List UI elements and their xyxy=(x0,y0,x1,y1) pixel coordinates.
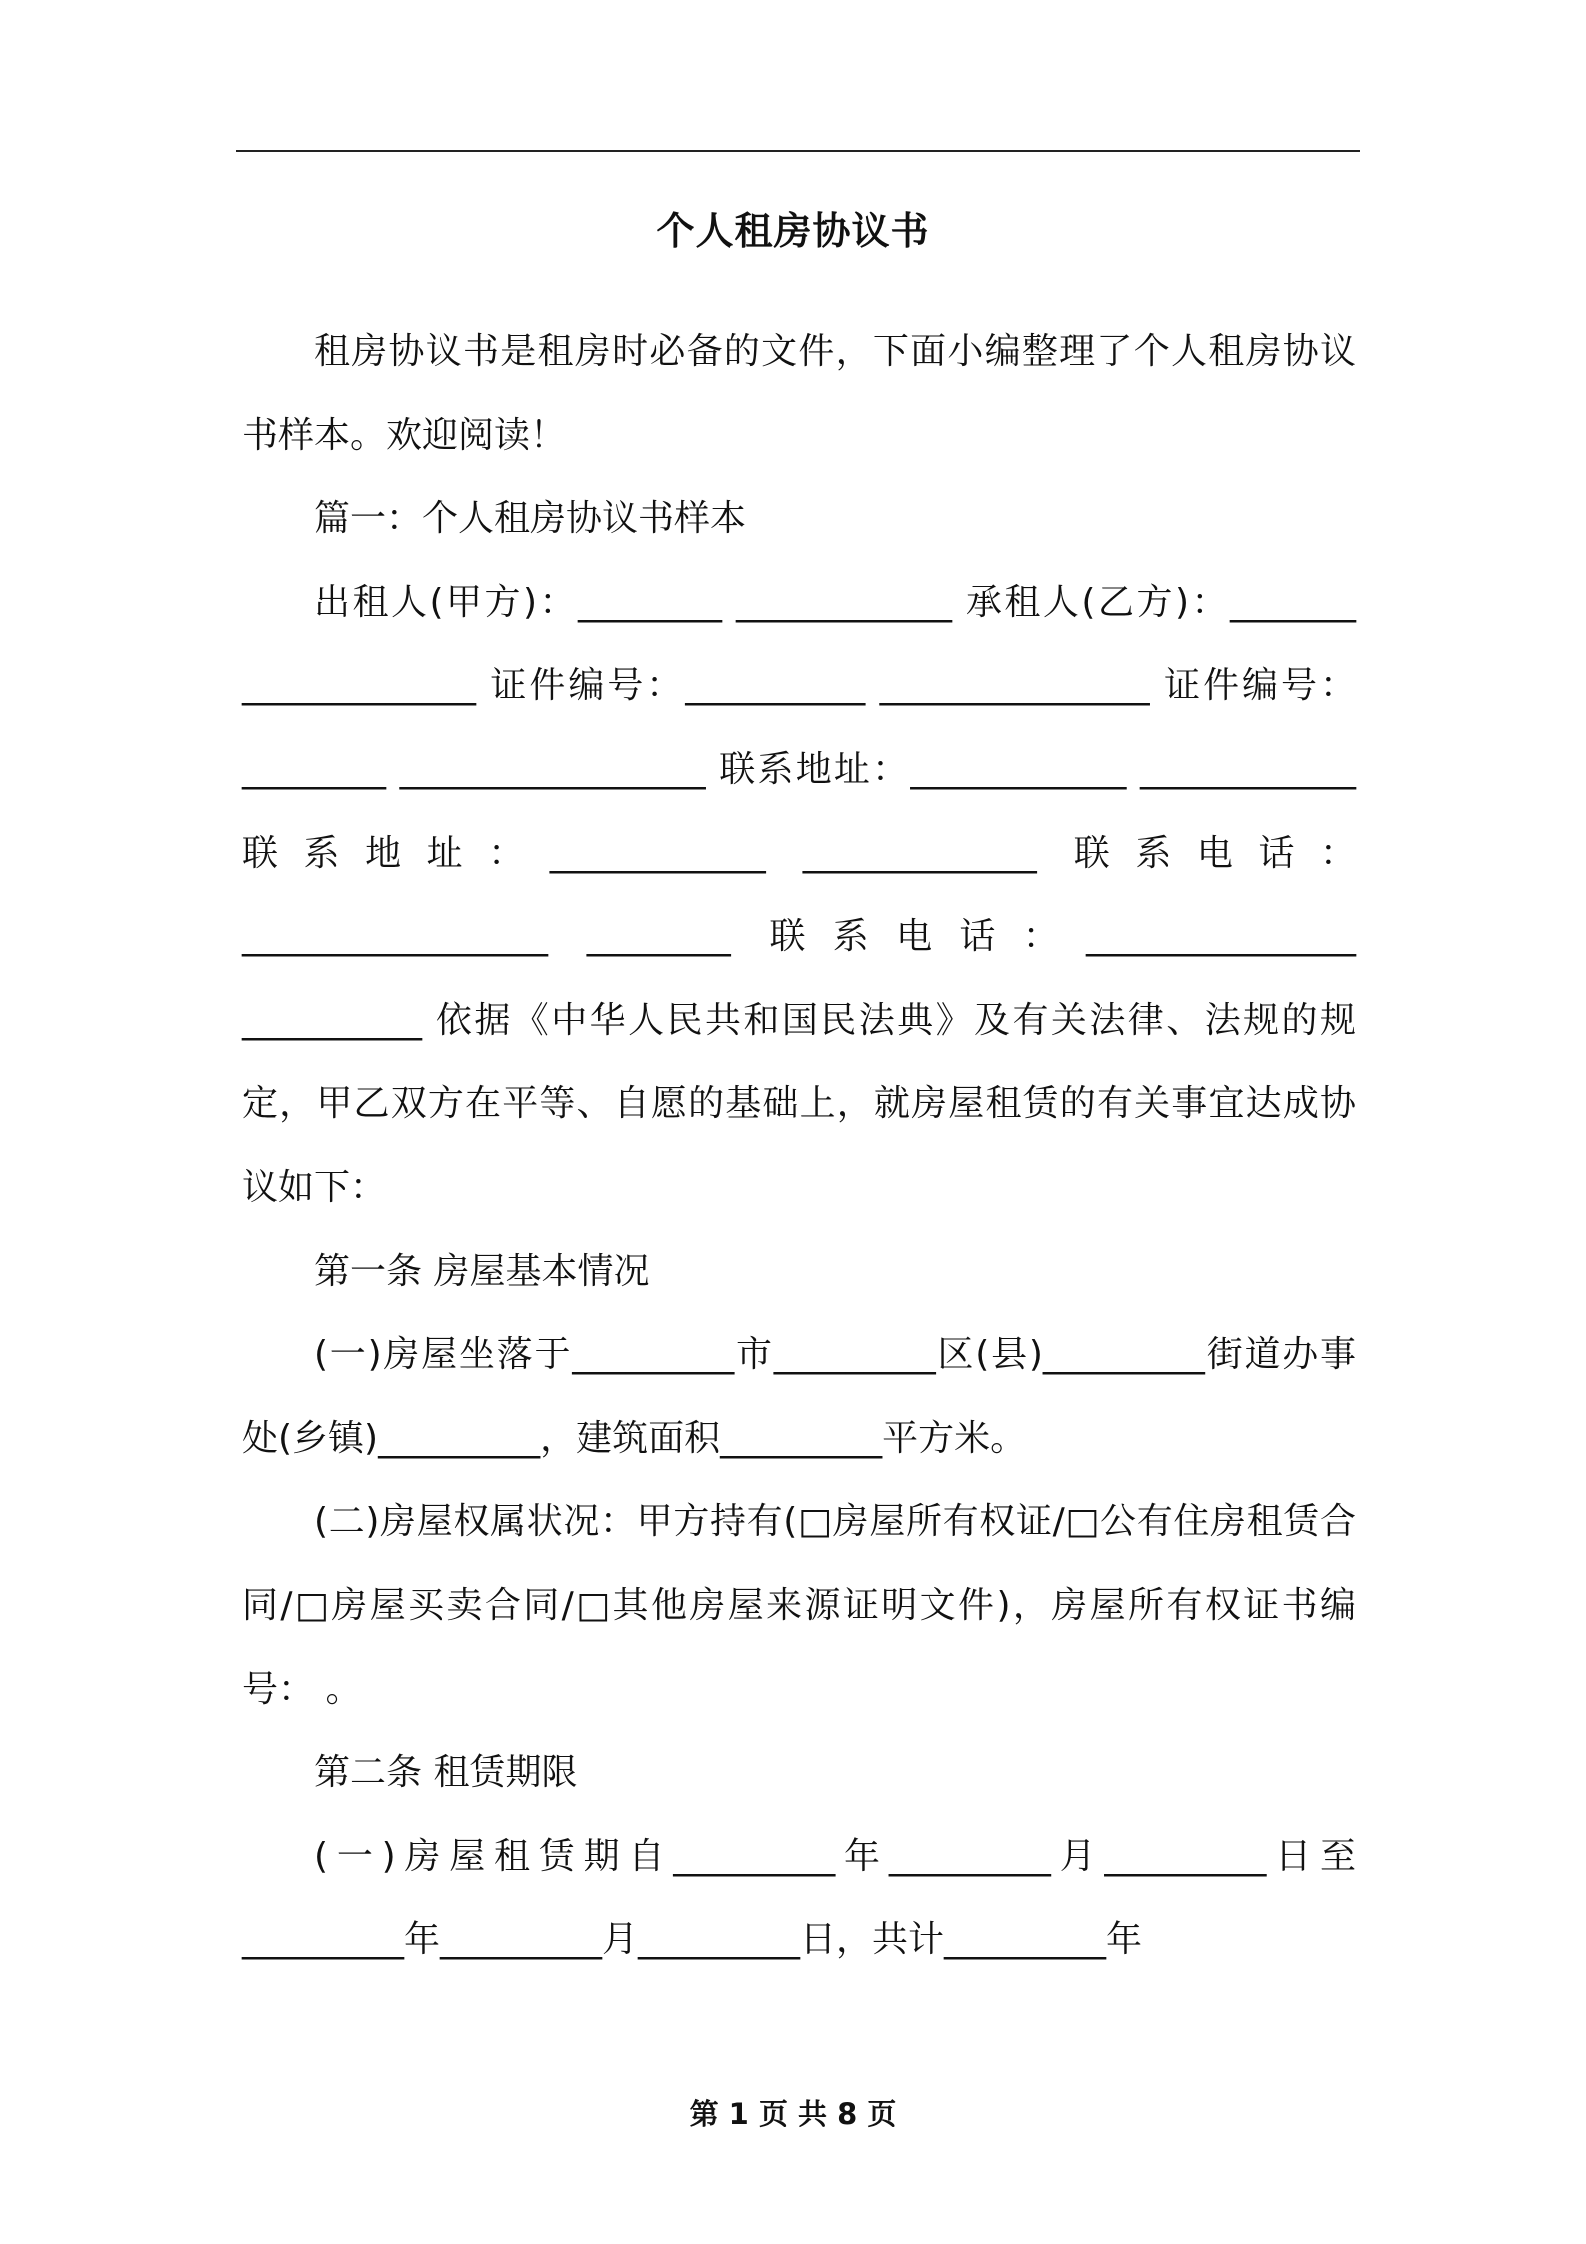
paragraph-article-1-item-1: (一)房屋坐落于_________市_________区(县)_________街道办事处(乡镇)_________，建筑面积_________平方米。 xyxy=(242,1334,1356,1459)
paragraph-article-2-heading: 第二条 租赁期限 xyxy=(314,1752,578,1794)
header-rule xyxy=(236,150,1360,152)
document-title: 个人租房协议书 xyxy=(656,209,930,253)
page-footer: 第 1 页 共 8 页 xyxy=(689,2097,897,2131)
paragraph-parties: 出租人(甲方)：________ ____________ 承租人(乙方)：_______ _____________ 证件编号：__________ _______________ 证件编号：________ _________________ 联系地址：____________ ____________ 联系地址：____________ _____________ 联系电话：_________________ ________ 联系电话：_______________ __________ 依据《中华人民共和国民法典》及有关法律、法规的规定，甲乙双方在平等、自愿的基础上，就房屋租赁的有关事宜达成协议如下： xyxy=(242,581,1356,1208)
paragraph-article-1-heading: 第一条 房屋基本情况 xyxy=(314,1250,650,1292)
paragraph-article-2-item-1: (一)房屋租赁期自_________年_________月_________日至_________年_________月_________日，共计_________年 xyxy=(242,1835,1356,1961)
paragraph-intro: 租房协议书是租房时必备的文件，下面小编整理了个人租房协议书样本。欢迎阅读！ xyxy=(242,331,1356,456)
paragraph-section-heading: 篇一：个人租房协议书样本 xyxy=(314,498,747,540)
document-body xyxy=(242,310,1356,1982)
paragraph-article-1-item-2: (二)房屋权属状况：甲方持有(□房屋所有权证/□公有住房租赁合同/□房屋买卖合同/□其他房屋来源证明文件)，房屋所有权证书编号： 。 xyxy=(242,1501,1356,1710)
